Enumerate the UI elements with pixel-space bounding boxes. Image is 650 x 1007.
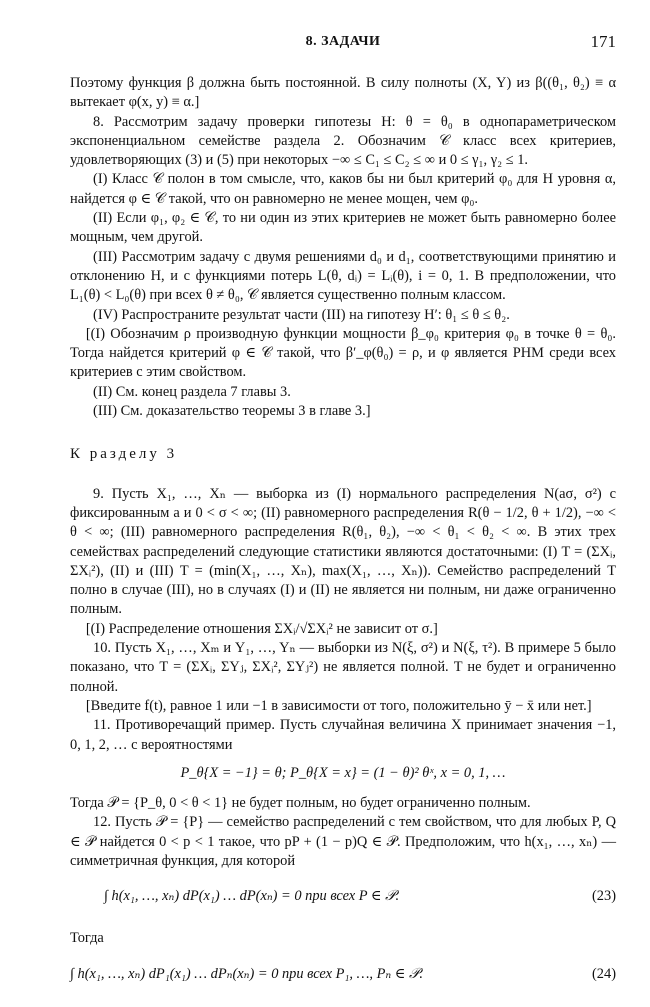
problem-10: 10. Пусть X₁, …, Xₘ и Y₁, …, Yₙ — выборки из N(ξ, σ²) и N(ξ, τ²). В примере 5 было показано, что T = (ΣXᵢ, ΣYⱼ, ΣXᵢ², ΣYⱼ²) не является полной. T не будет и ограниченно полной.: [70, 640, 616, 695]
equation-24-number: (24): [592, 965, 616, 982]
running-title: 8. ЗАДАЧИ: [305, 34, 381, 49]
problem-11-conclusion: Тогда 𝒫 = {P_θ, 0 < θ < 1} не будет полным, но будет ограниченно полным.: [70, 795, 531, 812]
problem-8-part-2: (II) Если φ₁, φ₂ ∈ 𝒞, то ни один из этих критериев не может быть равномерно более мощным, чем другой.: [70, 210, 616, 246]
then-word: Тогда: [70, 930, 104, 947]
problem-8: 8. Рассмотрим задачу проверки гипотезы H: θ = θ₀ в однопараметрическом экспоненциальном семействе раздела 2. Обозначим 𝒞 класс всех критериев, удовлетворяющих (3) и (5) при некоторых −∞ ≤ C₁ ≤ C₂ ≤ ∞ и 0 ≤ γ₁, γ₂ ≤ 1.: [70, 113, 616, 169]
equation-23-expression: ∫ h(x₁, …, xₙ) dP(x₁) … dP(xₙ) = 0 при всех P ∈ 𝒫.: [104, 888, 400, 905]
equation-23: [70, 881, 616, 915]
equation-24-expression: ∫ h(x₁, …, xₙ) dP₁(x₁) … dPₙ(xₙ) = 0 при всех P₁, …, Pₙ ∈ 𝒫.: [70, 965, 424, 982]
page-number: 171: [590, 32, 616, 51]
problem-9-hint: [(I) Распределение отношения ΣXᵢ/√ΣXᵢ² не зависит от σ.]: [85, 620, 438, 637]
equation-23-number: (23): [592, 888, 616, 905]
paragraph-continuation: Поэтому функция β должна быть постоянной. В силу полноты (X, Y) из β((θ₁, θ₂) ≡ α вытекает φ(x, y) ≡ α.]: [70, 75, 616, 111]
problem-12: 12. Пусть 𝒫 = {P} — семейство распределений с тем свойством, что для любых P, Q ∈ 𝒫 найдется 0 < p < 1 такое, что pP + (1 − p)Q ∈ 𝒫. Предположим, что h(x₁, …, xₙ) — симметричная функция, для которой: [70, 814, 616, 869]
problem-10-hint: [Введите f(t), равное 1 или −1 в зависимости от того, положительно ȳ − x̄ или нет.]: [85, 697, 592, 714]
problem-8-hint-1: [(I) Обозначим ρ производную функции мощности β_φ₀ критерия φ₀ в точке θ = θ₀. Тогда найдется критерий φ ∈ 𝒞 такой, что β′_φ(θ₀) = ρ, и φ является PHM среди всех критериев с этим свойством.: [70, 325, 616, 381]
problem-8-hint-2: (II) См. конец раздела 7 главы 3.: [93, 383, 291, 400]
equation-24: [70, 959, 616, 993]
problem-11: 11. Противоречащий пример. Пусть случайная величина X принимает значения −1, 0, 1, 2, … с вероятностями: [70, 717, 616, 753]
problem-8-part-1: (I) Класс 𝒞 полон в том смысле, что, каков бы ни был критерий φ₀ для H уровня α, найдется φ ∈ 𝒞 такой, что он равномерно не менее мощен, чем φ₀.: [70, 171, 616, 207]
page-header: [70, 34, 616, 58]
problem-8-part-4: (IV) Распространите результат части (III) на гипотезу H′: θ₁ ≤ θ ≤ θ₂.: [93, 306, 510, 323]
probability-formula: P_θ{X = −1} = θ; P_θ{X = x} = (1 − θ)² θˣ, x = 0, 1, …: [180, 764, 506, 781]
problem-8-part-3: (III) Рассмотрим задачу с двумя решениями d₀ и d₁, соответствующими принятию и отклонению H, и с функциями потерь L(θ, dᵢ) = Lᵢ(θ), i = 0, 1. В предположении, что L₁(θ) < L₀(θ) при всех θ ≠ θ₀, 𝒞 является существенно полным классом.: [70, 248, 616, 304]
problem-8-hint-3: (III) См. доказательство теоремы 3 в главе 3.]: [93, 403, 371, 420]
problem-9: 9. Пусть X₁, …, Xₙ — выборка из (I) нормального распределения N(aσ, σ²) с фиксированным a и 0 < σ < ∞; (II) равномерного распределения R(θ − 1/2, θ + 1/2), −∞ < θ < ∞; (III) равномерного распределения R(θ₁, θ₂), −∞ < θ₁ < θ₂ < ∞. В этих трех семействах распределений следующие статистики являются достаточными: (I) T = (ΣXᵢ, ΣXᵢ²), (II) и (III) T = (min(X₁, …, Xₙ), max(X₁, …, Xₙ)). Семейство распределений T полно в случае (III), но в случаях (I) и (II) не является ни полным, ни даже ограниченно полным.: [70, 485, 616, 618]
section-title: К разделу 3: [70, 446, 178, 463]
page-body: [70, 74, 616, 1007]
